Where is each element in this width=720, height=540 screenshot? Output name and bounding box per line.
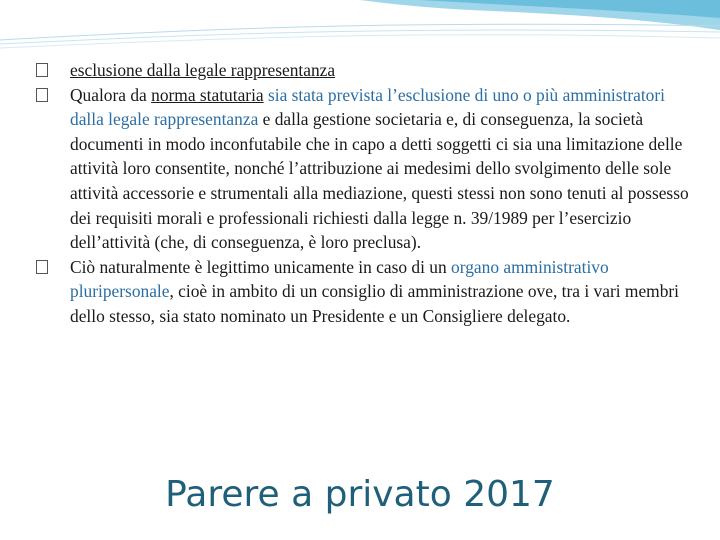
p1-highlight: sia stata prevista l’esclusione di uno o più amministratori dalla legale rappresentanza <box>70 84 665 130</box>
slide-footer: Parere a privato 2017 <box>165 474 555 515</box>
slide-body <box>36 58 696 329</box>
header-wave-decoration <box>0 0 720 60</box>
p2-text-a: Ciò naturalmente è legittimo unicamente in caso di un <box>70 256 452 277</box>
bullet-icon <box>36 63 48 77</box>
heading-text: esclusione dalla legale rappresentanza <box>70 60 336 80</box>
paragraph-exclusion <box>36 83 696 255</box>
p2-text-c: , cioè in ambito di un consiglio di amministrazione ove, tra i vari membri dello stesso, sia stato nominato un Presidente e un Consigliere delegato. <box>70 281 680 326</box>
paragraph-legitimacy <box>36 255 696 329</box>
p1-text-d: e dalla gestione societaria e, di conseguenza, la società documenti in modo inconfutabile che in capo a detti soggetti ci sia una limitazione delle attività loro consentite, nonché l’attribuzione ai medesimi dello svolgimento delle sole attività accessorie e strumentali alla mediazione, questi stessi non sono tenuti al possesso dei requisiti morali e professionali richiesti dalla legge n. 39/1989 per l’esercizio dell’attività (che, di conseguenza, è loro preclusa). <box>70 109 689 253</box>
bullet-icon <box>36 88 48 102</box>
p2-highlight: organo amministrativo pluripersonale <box>70 256 609 302</box>
slide-heading <box>36 58 696 83</box>
bullet-icon <box>36 260 48 274</box>
p1-underlined-term: norma statutaria <box>151 84 264 105</box>
p1-text-a: Qualora da <box>70 84 152 105</box>
